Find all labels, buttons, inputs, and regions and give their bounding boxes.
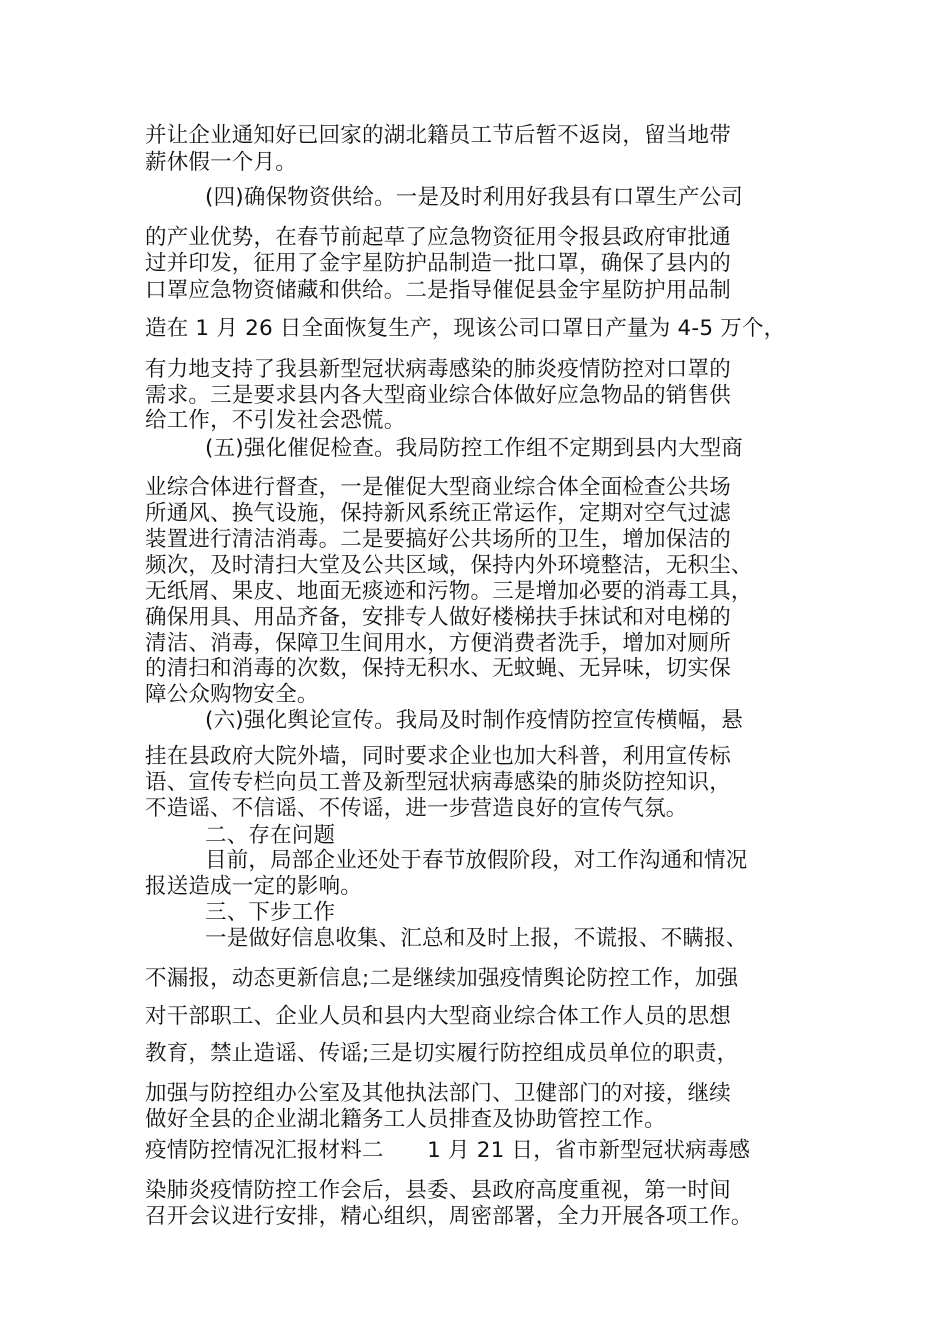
text-line: 对干部职工、企业人员和县内大型商业综合体工作人员的思想	[145, 1004, 731, 1029]
text-line: 做好全县的企业湖北籍务工人员排查及协助管控工作。	[145, 1107, 666, 1132]
text-line: 频次，及时清扫大堂及公共区域，保持内外环境整洁，无积尘、	[145, 553, 753, 578]
text-line: 并让企业通知好已回家的湖北籍员工节后暂不返岗，留当地带	[145, 123, 731, 148]
text-line: 报送造成一定的影响。	[145, 874, 363, 899]
text-line: 无纸屑、果皮、地面无痰迹和污物。三是增加必要的消毒工具，	[145, 579, 753, 604]
text-line: 教育，禁止造谣、传谣;三是切实履行防控组成员单位的职责，	[145, 1041, 739, 1066]
text-line: (六)强化舆论宣传。我局及时制作疫情防控宣传横幅，悬	[205, 708, 743, 733]
text-line: 业综合体进行督查，一是催促大型商业综合体全面检查公共场	[145, 475, 731, 500]
section-heading: 三、下步工作	[205, 900, 336, 925]
text-line: 目前，局部企业还处于春节放假阶段，对工作沟通和情况	[205, 848, 748, 873]
text-line: 的清扫和消毒的次数，保持无积水、无蚊蝇、无异味，切实保	[145, 656, 731, 681]
text-line: 口罩应急物资储藏和供给。二是指导催促县金宇星防护用品制	[145, 278, 731, 303]
text-line: (四)确保物资供给。一是及时利用好我县有口罩生产公司	[205, 185, 743, 210]
text-line: 障公众购物安全。	[145, 682, 319, 707]
text-line: 不造谣、不信谣、不传谣，进一步营造良好的宣传气氛。	[145, 796, 688, 821]
text-line: 薪休假一个月。	[145, 150, 297, 175]
text-line: 染肺炎疫情防控工作会后，县委、县政府高度重视，第一时间	[145, 1178, 731, 1203]
text-line: 过并印发，征用了金宇星防护品制造一批口罩，确保了县内的	[145, 251, 731, 276]
text-line: 加强与防控组办公室及其他执法部门、卫健部门的对接，继续	[145, 1081, 731, 1106]
text-line: 一是做好信息收集、汇总和及时上报，不谎报、不瞒报、	[205, 926, 748, 951]
text-line: 召开会议进行安排，精心组织，周密部署，全力开展各项工作。	[145, 1204, 753, 1229]
text-line: 疫情防控情况汇报材料二 1 月 21 日，省市新型冠状病毒感	[145, 1138, 751, 1163]
text-line: (五)强化催促检查。我局防控工作组不定期到县内大型商	[205, 436, 743, 461]
text-line: 需求。三是要求县内各大型商业综合体做好应急物品的销售供	[145, 383, 731, 408]
text-line: 挂在县政府大院外墙，同时要求企业也加大科普，利用宣传标	[145, 744, 731, 769]
text-line: 不漏报，动态更新信息;二是继续加强疫情舆论防控工作，加强	[145, 966, 739, 991]
text-line: 语、宣传专栏向员工普及新型冠状病毒感染的肺炎防控知识，	[145, 770, 731, 795]
text-line: 装置进行清洁消毒。二是要搞好公共场所的卫生，增加保洁的	[145, 527, 731, 552]
text-line: 造在 1 月 26 日全面恢复生产，现该公司口罩日产量为 4-5 万个，	[145, 316, 786, 341]
text-line: 有力地支持了我县新型冠状病毒感染的肺炎疫情防控对口罩的	[145, 357, 731, 382]
text-line: 清洁、消毒，保障卫生间用水，方便消费者洗手，增加对厕所	[145, 631, 731, 656]
text-line: 确保用具、用品齐备，安排专人做好楼梯扶手抹试和对电梯的	[145, 605, 731, 630]
text-line: 所通风、换气设施，保持新风系统正常运作，定期对空气过滤	[145, 501, 731, 526]
text-line: 给工作，不引发社会恐慌。	[145, 408, 406, 433]
text-line: 的产业优势，在春节前起草了应急物资征用令报县政府审批通	[145, 225, 731, 250]
section-heading: 二、存在问题	[205, 823, 336, 848]
